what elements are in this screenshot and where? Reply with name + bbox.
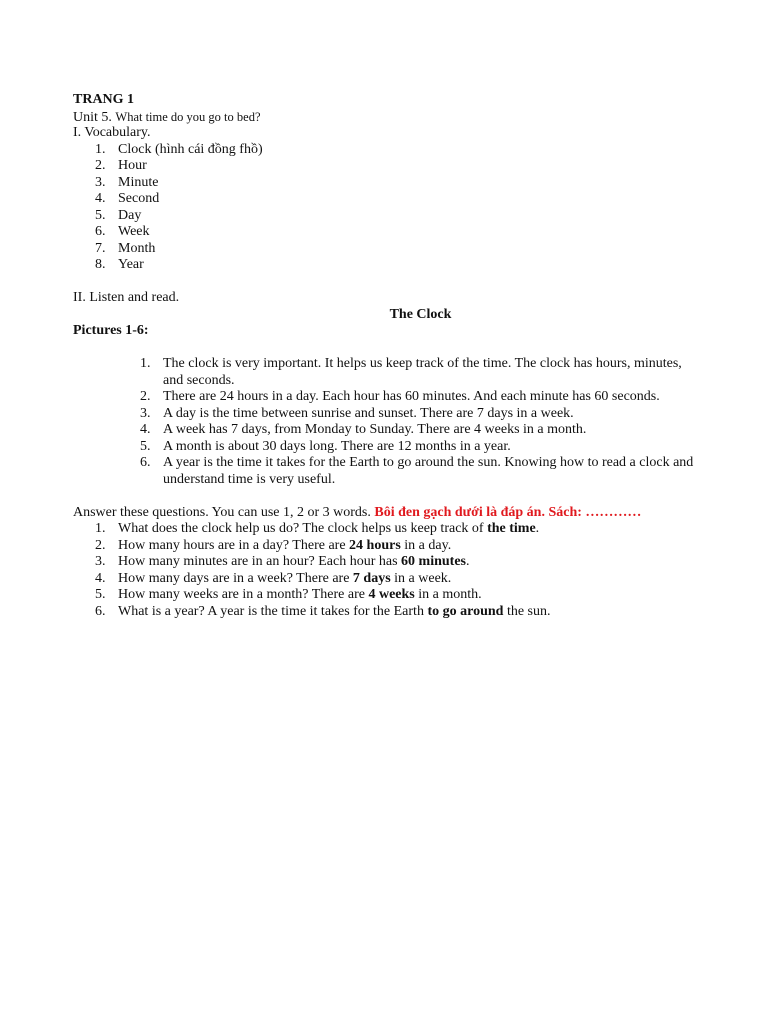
question-tail: . [465,554,470,569]
reading-list [73,356,703,488]
question-item [73,571,703,588]
question-tail: . [535,521,540,536]
item-text: A day is the time between sunrise and sunset. There are 7 days in a week. [163,405,574,421]
item-text: Second [118,191,160,206]
vocabulary-item [73,224,703,241]
item-number: 3. [95,554,106,569]
item-number: 1. [95,141,106,157]
reading-item [73,389,703,406]
item-number: 2. [95,158,106,173]
item-number: 6. [95,224,106,239]
item-text: Day [118,207,142,223]
item-number: 2. [140,389,151,404]
item-number: 7. [95,240,106,256]
item-number: 5. [95,207,106,223]
question-text: How many days are in a week? There are [118,570,353,586]
item-number: 6. [95,603,106,619]
unit-prefix: Unit 5. [73,109,112,125]
spacer [73,488,703,505]
question-text: How many hours are in a day? There are [118,537,350,553]
answer-text: 7 days [352,570,391,586]
vocabulary-item [73,257,703,274]
answer-text: to go around [427,603,504,619]
question-tail: the sun. [503,603,551,619]
question-tail: in a month. [414,587,482,602]
spacer [73,274,703,291]
item-text: The clock is very important. It helps us keep track of the time. The clock has hours, minutes, and seconds. [163,356,682,388]
unit-heading [73,109,703,126]
question-item [73,604,703,621]
questions-list [73,521,703,620]
vocabulary-list [73,142,703,274]
item-number: 5. [95,587,106,602]
reading-item [73,455,703,488]
question-tail: in a day. [400,537,452,553]
item-number: 6. [140,455,151,470]
answer-text: 24 hours [349,537,401,553]
item-text: There are 24 hours in a day. Each hour has 60 minutes. And each minute has 60 seconds. [163,389,660,404]
vocabulary-item [73,175,703,192]
answer-note: Bôi đen gạch dưới là đáp án. Sách: ………… [374,504,642,520]
vocabulary-heading: I. Vocabulary. [73,125,151,140]
question-text: How many weeks are in a month? There are [118,587,369,602]
item-number: 3. [140,405,151,421]
reading-item [73,439,703,456]
questions-instruction: Answer these questions. You can use 1, 2 or 3 words. [73,504,371,520]
item-number: 1. [95,521,106,536]
spacer [73,340,703,357]
question-text: What is a year? A year is the time it takes for the Earth [118,603,428,619]
reading-heading: II. Listen and read. [73,290,180,305]
item-text: Month [118,240,156,256]
item-number: 8. [95,257,106,272]
item-number: 5. [140,438,151,454]
reading-item [73,406,703,423]
answer-text: 60 minutes [401,554,466,569]
vocabulary-item [73,142,703,159]
item-number: 4. [140,422,151,437]
question-item [73,538,703,555]
answer-text: the time [487,521,536,536]
item-text: Year [118,257,144,272]
item-number: 1. [140,356,151,371]
reading-item [73,356,703,389]
item-text: A year is the time it takes for the Earth to go around the sun. Knowing how to read a clock and understand time is very useful. [163,455,694,487]
item-number: 2. [95,537,106,553]
item-text: Minute [118,174,159,190]
item-number: 4. [95,191,106,206]
item-text: Week [118,224,150,239]
questions-instruction-line [73,505,703,522]
vocabulary-item [73,158,703,175]
item-text: Clock (hình cái đồng fhồ) [118,141,263,157]
item-text: A month is about 30 days long. There are 12 months in a year. [163,438,511,454]
question-item [73,554,703,571]
vocabulary-item [73,208,703,225]
vocabulary-item [73,191,703,208]
page-label: TRANG 1 [73,92,135,107]
item-text: A week has 7 days, from Monday to Sunday. There are 4 weeks in a month. [163,422,587,437]
document-page [73,92,703,620]
item-number: 3. [95,174,106,190]
vocabulary-item [73,241,703,258]
unit-title: What time do you go to bed? [115,109,261,124]
pictures-label: Pictures 1-6: [73,323,149,338]
question-item [73,587,703,604]
item-text: Hour [118,158,147,173]
question-text: How many minutes are in an hour? Each hour has [118,554,402,569]
reading-item [73,422,703,439]
question-text: What does the clock help us do? The clock helps us keep track of [118,521,488,536]
item-number: 4. [95,570,106,586]
question-item [73,521,703,538]
reading-title: The Clock [389,306,452,322]
question-tail: in a week. [390,570,452,586]
answer-text: 4 weeks [368,587,415,602]
